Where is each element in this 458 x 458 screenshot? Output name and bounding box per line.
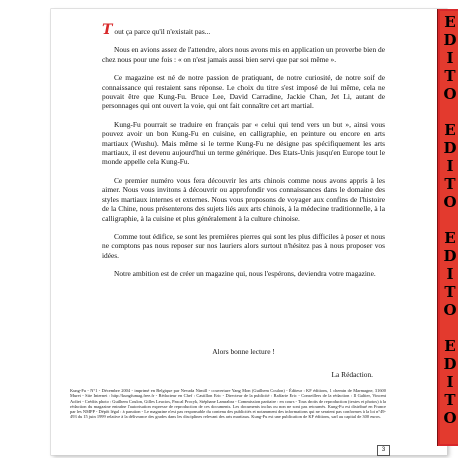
colophon: Kung-Fu - N°1 - Décembre 2004 - imprimé en Belgique par Nevada Nimill - couverture Yang Mon (Guilhem Coulon) - Éditeur : KF éditions, 1 chemin de Marmagne, 31600 Muret - Site Internet : http://kungfumag.free.fr - Rédacteur en Chef : Castillon Eric - Directeur de la publicité : Raffarie Eric - Conseillers de la rédaction : Il Galtier, Vincent Aoliet - Crédits photo : Guilhem Coulon, Gilles Leucios, Pascal Procyk, Stéphane Lamrabra - Commission paritaire : en cours - Tous droits de reproduction (textes et photos) à la rédaction du magazine entraîne l'autorisation expresse de reproduction de ces documents. Les documents inclus ou non ne sont pas retournés. Kung-Fu est distribué en France par les NMPP - Dépôt légal : à parution - Le magazine n'est pas responsable du contenu des publicités et notamment des informations qui ne seraient pas conformes à la loi n°49-493 du 15 juin 1999 relative à la délivrance des grades dans les disciplines relevant des arts martiaux. Kung-Fu est une publication de KF éditions, sarl au capital de 300 euros. bbox=[70, 388, 386, 420]
page-number: 3 bbox=[377, 445, 390, 456]
editorial-body bbox=[102, 22, 385, 288]
paragraph-6: Comme tout édifice, se sont les premières pierres qui sont les plus difficiles à poser et nous ne comptons pas nous reposer sur nos lauriers alors surtout n'hésitez pas à nous proposer vos idées. bbox=[102, 231, 385, 260]
edito-word-3: E D I T O bbox=[443, 229, 457, 319]
greeting: Alors bonne lecture ! bbox=[212, 347, 275, 356]
paragraph-3: Ce magazine est né de notre passion de pratiquant, de notre curiosité, de notre soif de connaissance qui restaient sans réponse. Le choix du titre s'est imposé de lui même, cela ne pouvait être que Kung-Fu. Bruce Lee, David Carradine, Jackie Chan, Jet Li, autant de personnages qui ont ouvert la voie, qui ont fait connaître cet art martial. bbox=[102, 73, 385, 111]
paragraph-5: Ce premier numéro vous fera découvrir les arts chinois comme nous avons appris à les aimer. Nous vous invitons à découvrir ou approfondir vos connaissances dans le domaine des styles martiaux internes et externes. Nous vous proposons de voyager aux confins de l'histoire de la Chine, nous présenterons des sujets liés aux arts chinois, à la médecine traditionnelle, à la calligraphie, à la cuisine et plus généralement à la culture chinoise. bbox=[102, 175, 385, 223]
edito-word-2: E D I T O bbox=[443, 121, 457, 211]
edito-word-4: E D I T O bbox=[443, 337, 457, 427]
edito-side-banner bbox=[437, 9, 458, 446]
signature: La Rédaction. bbox=[331, 370, 373, 379]
paragraph-intro-text: out ça parce qu'il n'existait pas... bbox=[114, 27, 211, 36]
paragraph-intro bbox=[102, 22, 385, 38]
drop-cap: T bbox=[102, 22, 113, 38]
edito-word-1: E D I T O bbox=[443, 13, 457, 103]
paragraph-7: Notre ambition est de créer un magazine qui, nous l'espérons, deviendra votre magazine. bbox=[114, 269, 376, 279]
paragraph-2: Nous en avions assez de l'attendre, alors nous avons mis en application un proverbe bien de chez nous pour une fois : « on n'est jamais aussi bien servi que par soi même ». bbox=[102, 45, 385, 64]
paragraph-4: Kung-Fu pourrait se traduire en français par « celui qui tend vers un but », ainsi vous pouvez avoir un bon Kung-Fu en cuisine, en calligraphie, en peinture ou encore en arts martiaux (Wushu). Mais même si le terme Kung-Fu ne désigne pas spécifiquement les arts martiaux, il est devenu aujourd'hui un terme générique. Des Etats-Unis jusqu'en Europe tout le monde appelle cela Kung-Fu. bbox=[102, 119, 385, 167]
